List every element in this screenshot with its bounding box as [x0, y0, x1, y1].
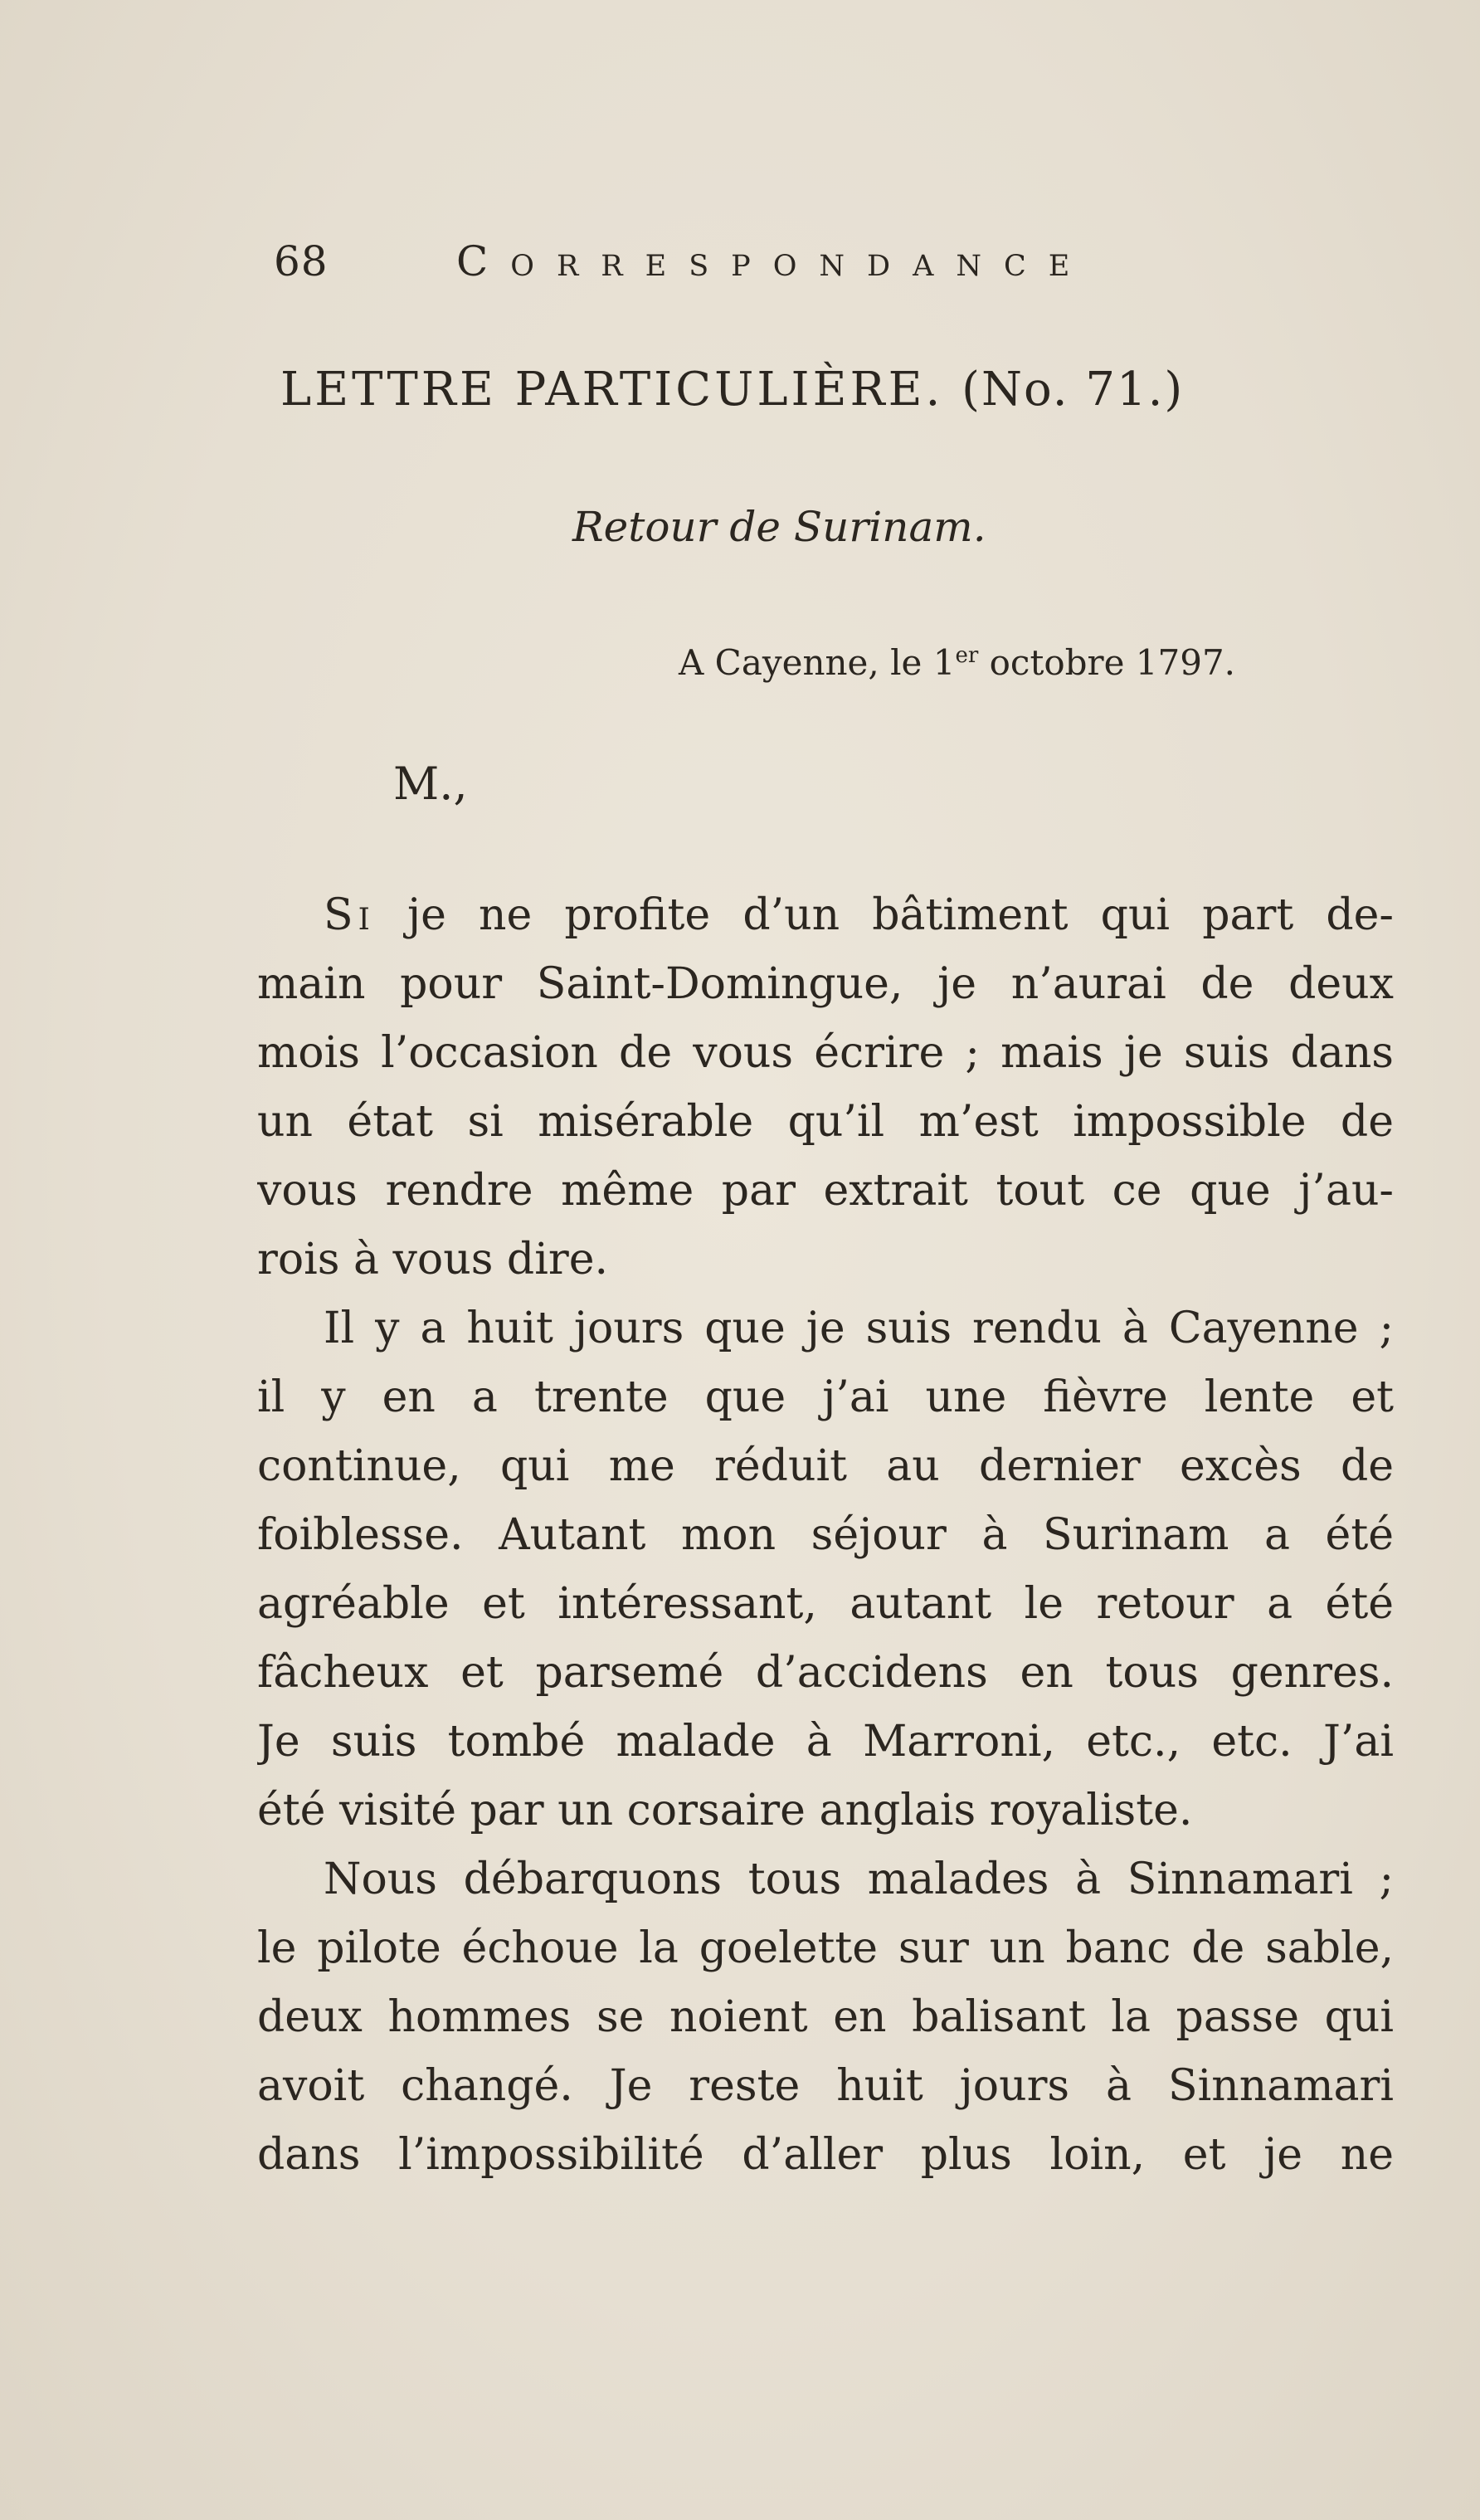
dateline-superscript: er — [955, 643, 979, 668]
paragraph-3 — [257, 1845, 1394, 2190]
paragraph-1 — [257, 881, 1394, 1294]
text-line: agréable et intéressant, autant le retour a été — [257, 1579, 1394, 1629]
text-line: un état si misérable qu’il m’est impossible de — [257, 1097, 1394, 1147]
text-line: été visité par un corsaire anglais royaliste. — [257, 1786, 1193, 1835]
letter-subtitle: Retour de Surinam. — [572, 503, 986, 551]
text-line: avoit changé. Je reste huit jours à Sinnamari — [257, 2061, 1394, 2111]
page-number: 68 — [274, 237, 329, 285]
text-line: rois à vous dire. — [257, 1235, 609, 1284]
dateline — [679, 631, 1235, 688]
text-line: main pour Saint-Domingue, je n’aurai de deux — [257, 959, 1394, 1009]
text-line: fâcheux et parsemé d’accidens en tous genres. — [257, 1648, 1394, 1698]
text-line: il y en a trente que j’ai une fièvre lente et — [257, 1372, 1394, 1422]
text-line: Je suis tombé malade à Marroni, etc., etc. J’ai — [257, 1717, 1394, 1767]
letter-number: (No. 71.) — [962, 363, 1185, 417]
text-line: continue, qui me réduit au dernier excès de — [257, 1441, 1394, 1491]
page-header — [274, 232, 1253, 290]
text-line: Il y a huit jours que je suis rendu à Cayenne ; — [324, 1304, 1394, 1353]
text-line: deux hommes se noient en balisant la passe qui — [257, 1992, 1394, 2042]
letter-title-text: LETTRE PARTICULIÈRE. — [280, 363, 944, 417]
letter-body — [257, 881, 1394, 2190]
letter-title — [280, 358, 1184, 422]
dateline-date: octobre 1797. — [978, 642, 1236, 683]
salutation: M., — [393, 758, 468, 810]
running-title: Correspondance — [456, 237, 1093, 285]
dateline-place: A Cayenne, le 1 — [679, 642, 956, 683]
paragraph-2 — [257, 1294, 1394, 1845]
text-line: Nous débarquons tous malades à Sinnamari ; — [324, 1855, 1394, 1904]
text-line: dans l’impossibilité d’aller plus loin, et je ne — [257, 2130, 1394, 2180]
text-line: vous rendre même par extrait tout ce que j’au- — [257, 1166, 1394, 1216]
text-line: le pilote échoue la goelette sur un banc de sable, — [257, 1923, 1394, 1973]
text-line: mois l’occasion de vous écrire ; mais je suis dans — [257, 1028, 1394, 1078]
drop-word: Si — [324, 890, 375, 940]
text-line: Si je ne profite d’un bâtiment qui part de- — [324, 890, 1394, 940]
text-line: foiblesse. Autant mon séjour à Surinam a été — [257, 1510, 1394, 1560]
